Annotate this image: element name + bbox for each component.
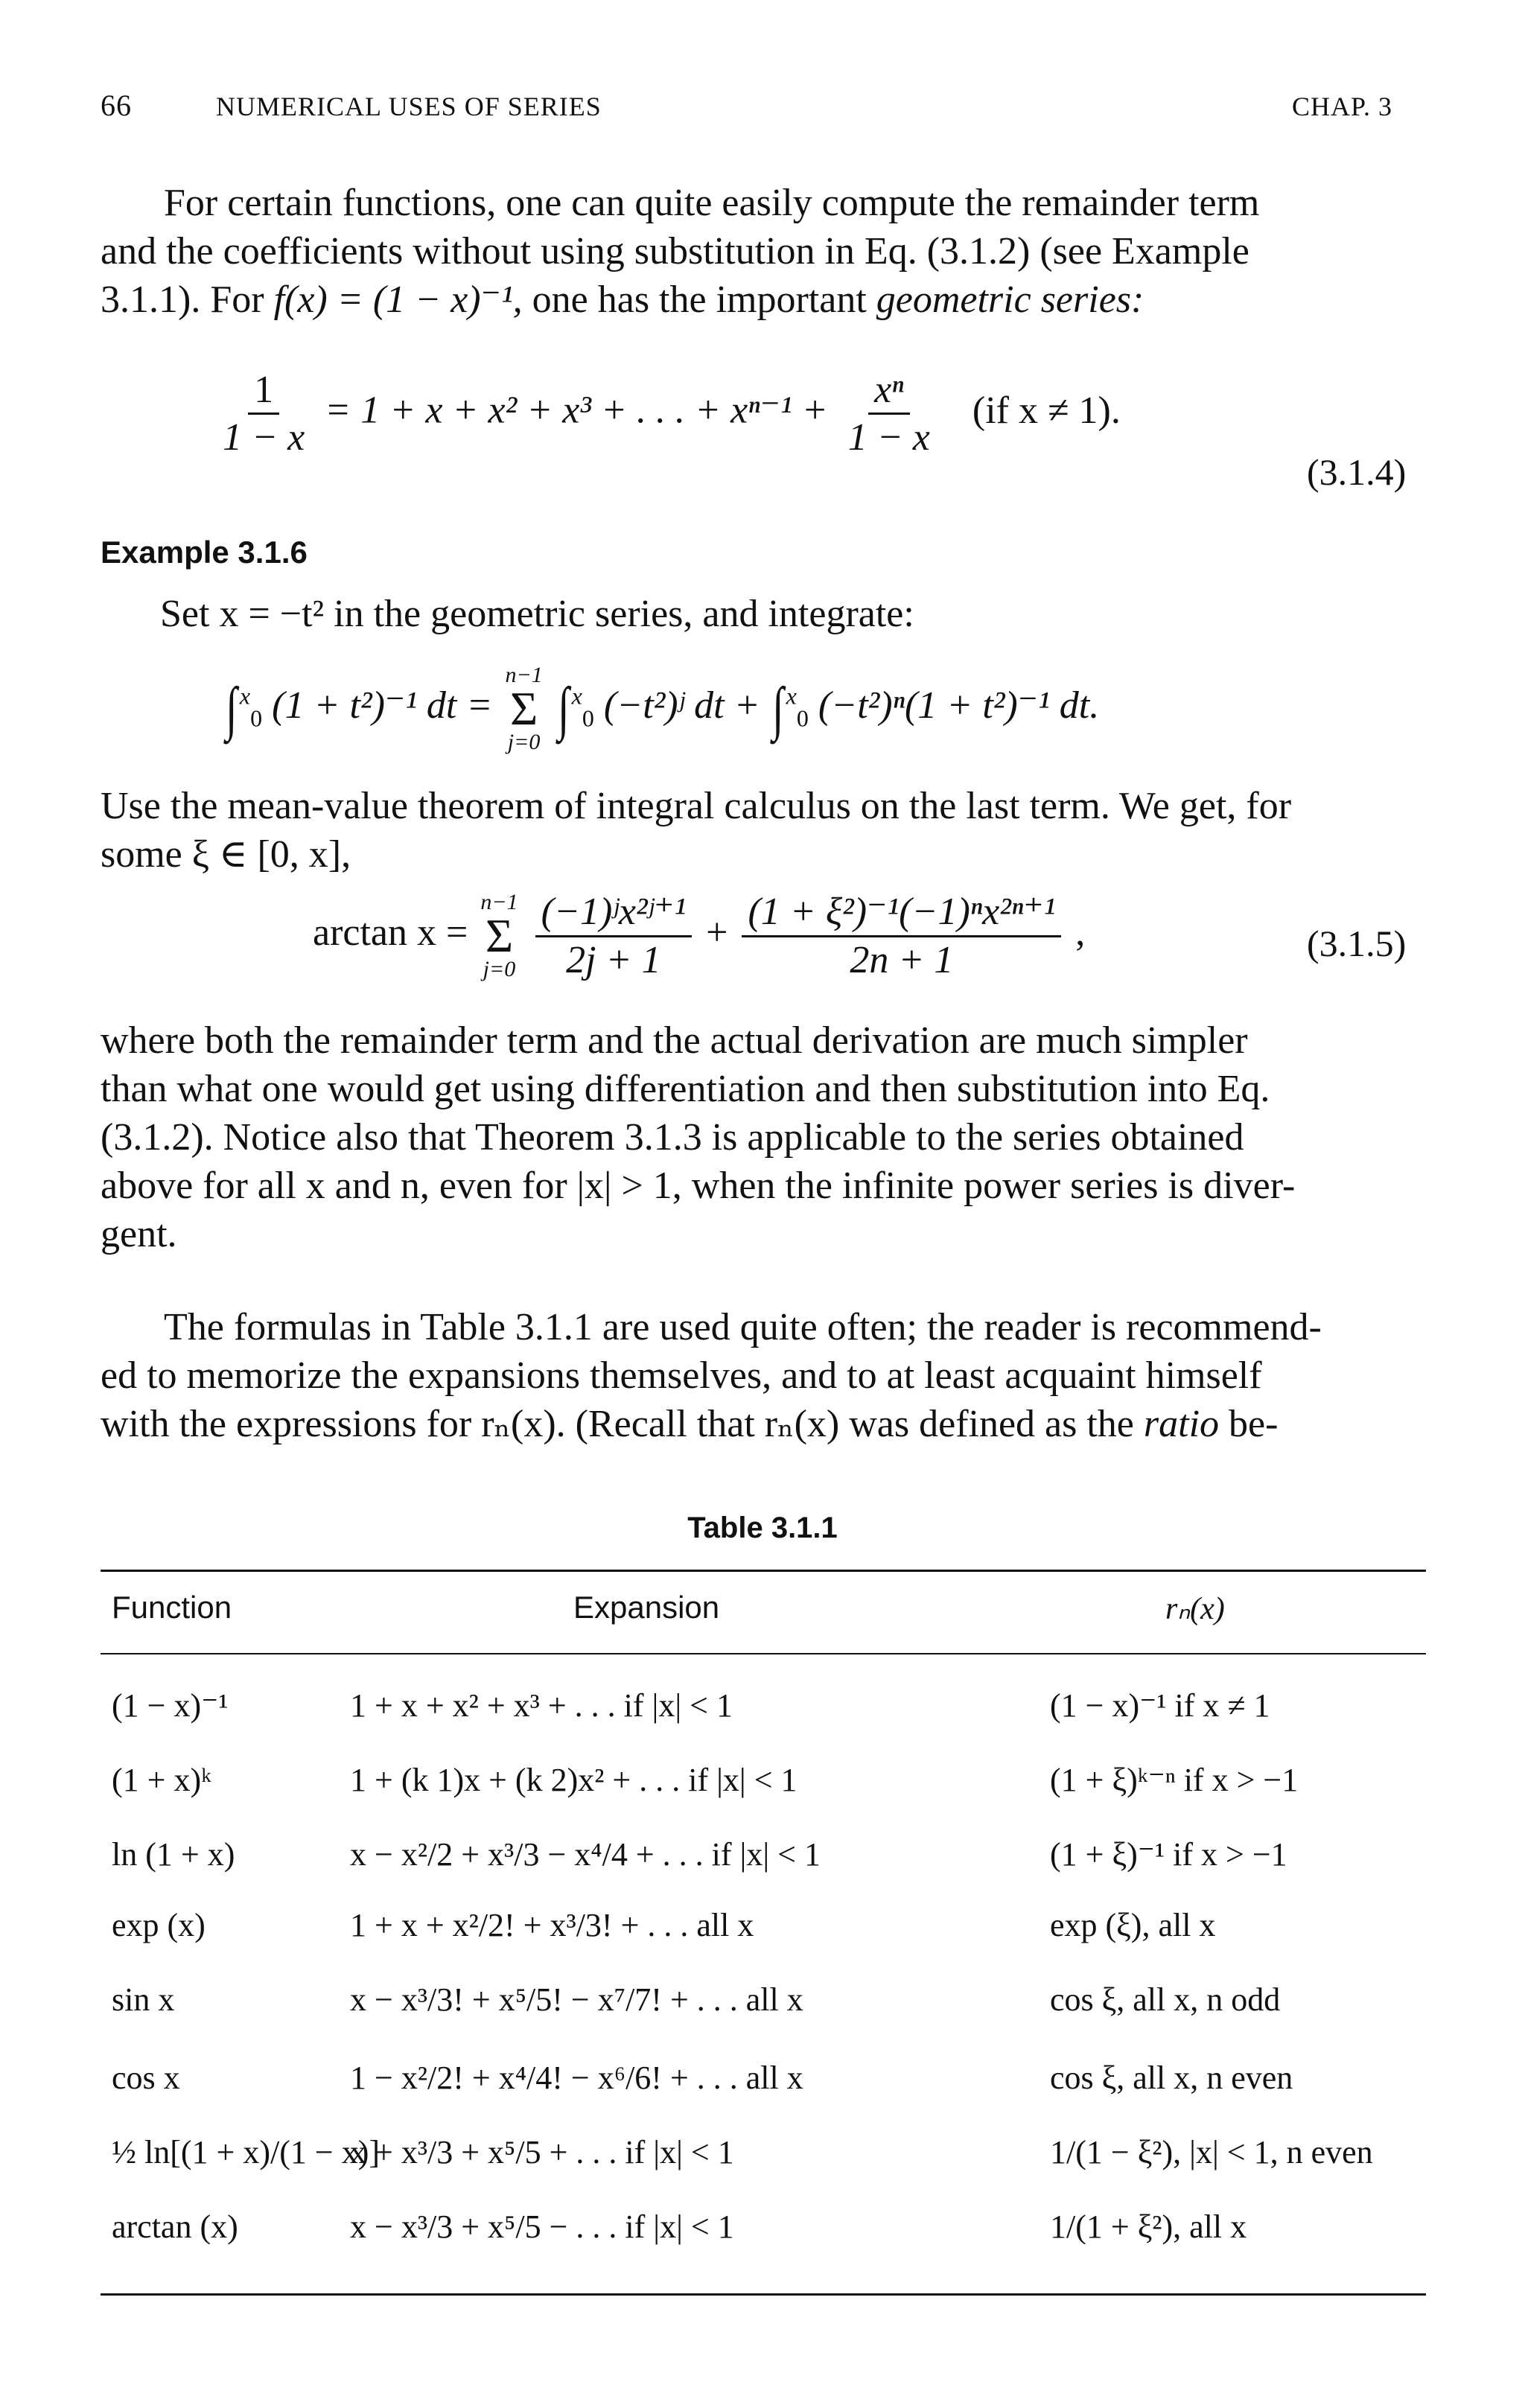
text-line: and the coefficients without using substitution in Eq. (3.1.2) (see Example [101, 230, 1249, 273]
cell-function: (1 − x)⁻¹ [112, 1687, 229, 1724]
cell-rn: (1 − x)⁻¹ if x ≠ 1 [1050, 1687, 1270, 1724]
lhs: arctan x = [313, 911, 468, 954]
cell-rn: cos ξ, all x, n odd [1050, 1981, 1281, 2018]
text-line: The formulas in Table 3.1.1 are used quite often; the reader is recommend- [164, 1306, 1322, 1348]
cell-expansion: x − x³/3! + x⁵/5! − x⁷/7! + . . . all x [350, 1981, 803, 2018]
cell-function: cos x [112, 2060, 180, 2096]
column-header-rn: rₙ(x) [1165, 1592, 1225, 1626]
integral-equation [223, 663, 1099, 755]
mvt-paragraph [101, 782, 1426, 879]
denominator: 2j + 1 [566, 938, 661, 981]
summation [480, 890, 518, 982]
series-terms: = 1 + x + x² + x³ + . . . + xⁿ⁻¹ + [325, 389, 828, 432]
summation [505, 663, 542, 755]
text-line: Use the mean-value theorem of integral calculus on the last term. We get, for [101, 785, 1292, 827]
cell-function: (1 + x)ᵏ [112, 1762, 211, 1798]
table-header-rule [101, 1653, 1426, 1654]
text-line: For certain functions, one can quite easily compute the remainder term [164, 182, 1260, 224]
text-line: ed to memorize the expansions themselves, and to at least acquaint himself [101, 1354, 1262, 1397]
cell-rn: 1/(1 − ξ²), |x| < 1, n even [1050, 2134, 1373, 2170]
text-line: some ξ ∈ [0, x], [101, 833, 351, 876]
column-header-function: Function [112, 1590, 232, 1625]
equation-3-1-5 [313, 890, 1085, 982]
cell-rn: (1 + ξ)⁻¹ if x > −1 [1050, 1836, 1287, 1873]
cell-expansion: 1 + x + x²/2! + x³/3! + . . . all x [350, 1907, 754, 1943]
column-header-expansion: Expansion [573, 1590, 720, 1625]
formulas-paragraph [101, 1303, 1426, 1448]
emphasis-ratio: ratio [1143, 1403, 1220, 1445]
page-number: 66 [101, 89, 132, 122]
fraction [742, 891, 1061, 981]
comma: , [1075, 911, 1086, 954]
emphasis-geometric-series: geometric series: [876, 278, 1144, 321]
sum-bottom: j=0 [507, 730, 541, 754]
sum-top: n−1 [505, 663, 543, 687]
text-span: be- [1219, 1403, 1279, 1445]
example-heading: Example 3.1.6 [101, 535, 308, 570]
denominator: 2n + 1 [850, 938, 954, 981]
text-span: one has the important [522, 278, 876, 321]
cell-function: exp (x) [112, 1907, 206, 1943]
denominator: 1 − x [847, 416, 930, 459]
cell-expansion: x + x³/3 + x⁵/5 + . . . if |x| < 1 [350, 2134, 734, 2170]
cell-expansion: 1 + x + x² + x³ + . . . if |x| < 1 [350, 1687, 733, 1724]
text-line [101, 275, 1426, 324]
plus-sign: + [706, 911, 728, 954]
lower-limit: 0 [582, 704, 594, 732]
text-line: where both the remainder term and the actual derivation are much simpler [101, 1019, 1248, 1062]
integrand: (−t²)ⁿ(1 + t²)⁻¹ dt. [818, 684, 1100, 727]
integral-sign: ∫ [558, 676, 570, 742]
sigma-symbol: Σ [509, 682, 538, 735]
text-line: above for all x and n, even for |x| > 1, when the infinite power series is diver- [101, 1165, 1296, 1207]
sigma-symbol: Σ [485, 909, 514, 962]
integrand: (−t²)ʲ dt + [603, 684, 760, 727]
numerator: (1 + ξ²)⁻¹(−1)ⁿx²ⁿ⁺¹ [742, 891, 1061, 937]
numerator: xⁿ [868, 369, 909, 415]
fraction [842, 369, 936, 459]
text-line [101, 1400, 1426, 1448]
cell-expansion: 1 − x²/2! + x⁴/4! − x⁶/6! + . . . all x [350, 2060, 803, 2096]
numerator: 1 [248, 369, 279, 415]
upper-limit: x [239, 682, 251, 710]
equation-3-1-4 [212, 369, 1121, 459]
cell-function: arctan (x) [112, 2208, 238, 2245]
math-fx: f(x) = (1 − x)⁻¹, [273, 278, 523, 321]
cell-expansion: x − x³/3 + x⁵/5 − . . . if |x| < 1 [350, 2208, 734, 2245]
cell-expansion: 1 + (k 1)x + (k 2)x² + . . . if |x| < 1 [350, 1762, 797, 1798]
cell-function: ln (1 + x) [112, 1836, 235, 1873]
text-line: than what one would get using differentiation and then substitution into Eq. [101, 1068, 1270, 1110]
intro-paragraph [101, 179, 1426, 324]
integral-sign: ∫ [226, 676, 238, 742]
text-span: with the expressions for rₙ(x). (Recall that rₙ(x) was defined as the [101, 1403, 1144, 1445]
lower-limit: 0 [250, 704, 263, 732]
cell-rn: 1/(1 + ξ²), all x [1050, 2208, 1247, 2245]
lower-limit: 0 [796, 704, 809, 732]
after-paragraph [101, 1016, 1426, 1258]
example-text: Set x = −t² in the geometric series, and integrate: [160, 593, 914, 635]
text-line: (3.1.2). Notice also that Theorem 3.1.3 is applicable to the series obtained [101, 1116, 1244, 1159]
fraction [535, 891, 693, 981]
cell-function: ½ ln[(1 + x)/(1 − x)] [112, 2134, 380, 2170]
upper-limit: x [571, 682, 582, 710]
equation-number: (3.1.5) [1307, 923, 1407, 964]
cell-rn: (1 + ξ)ᵏ⁻ⁿ if x > −1 [1050, 1762, 1299, 1798]
chapter-label: CHAP. 3 [1292, 92, 1393, 121]
cell-function: sin x [112, 1981, 175, 2018]
condition: (if x ≠ 1). [972, 389, 1121, 432]
table-top-rule [101, 1570, 1426, 1572]
table-bottom-rule [101, 2293, 1426, 2296]
denominator: 1 − x [223, 416, 305, 459]
upper-limit: x [786, 682, 797, 710]
text-span: 3.1.1). For [101, 278, 274, 321]
integrand: (1 + t²)⁻¹ dt = [272, 684, 493, 727]
sum-bottom: j=0 [483, 957, 516, 981]
running-title: NUMERICAL USES OF SERIES [216, 92, 602, 121]
equation-number: (3.1.4) [1307, 451, 1407, 493]
cell-expansion: x − x²/2 + x³/3 − x⁴/4 + . . . if |x| < 1 [350, 1836, 821, 1873]
table-title: Table 3.1.1 [687, 1512, 838, 1544]
numerator: (−1)ʲx²ʲ⁺¹ [535, 891, 693, 937]
sum-top: n−1 [480, 890, 518, 914]
cell-rn: exp (ξ), all x [1050, 1907, 1216, 1943]
fraction [217, 369, 311, 459]
text-line: gent. [101, 1213, 177, 1255]
cell-rn: cos ξ, all x, n even [1050, 2060, 1293, 2096]
integral-sign: ∫ [771, 676, 784, 742]
